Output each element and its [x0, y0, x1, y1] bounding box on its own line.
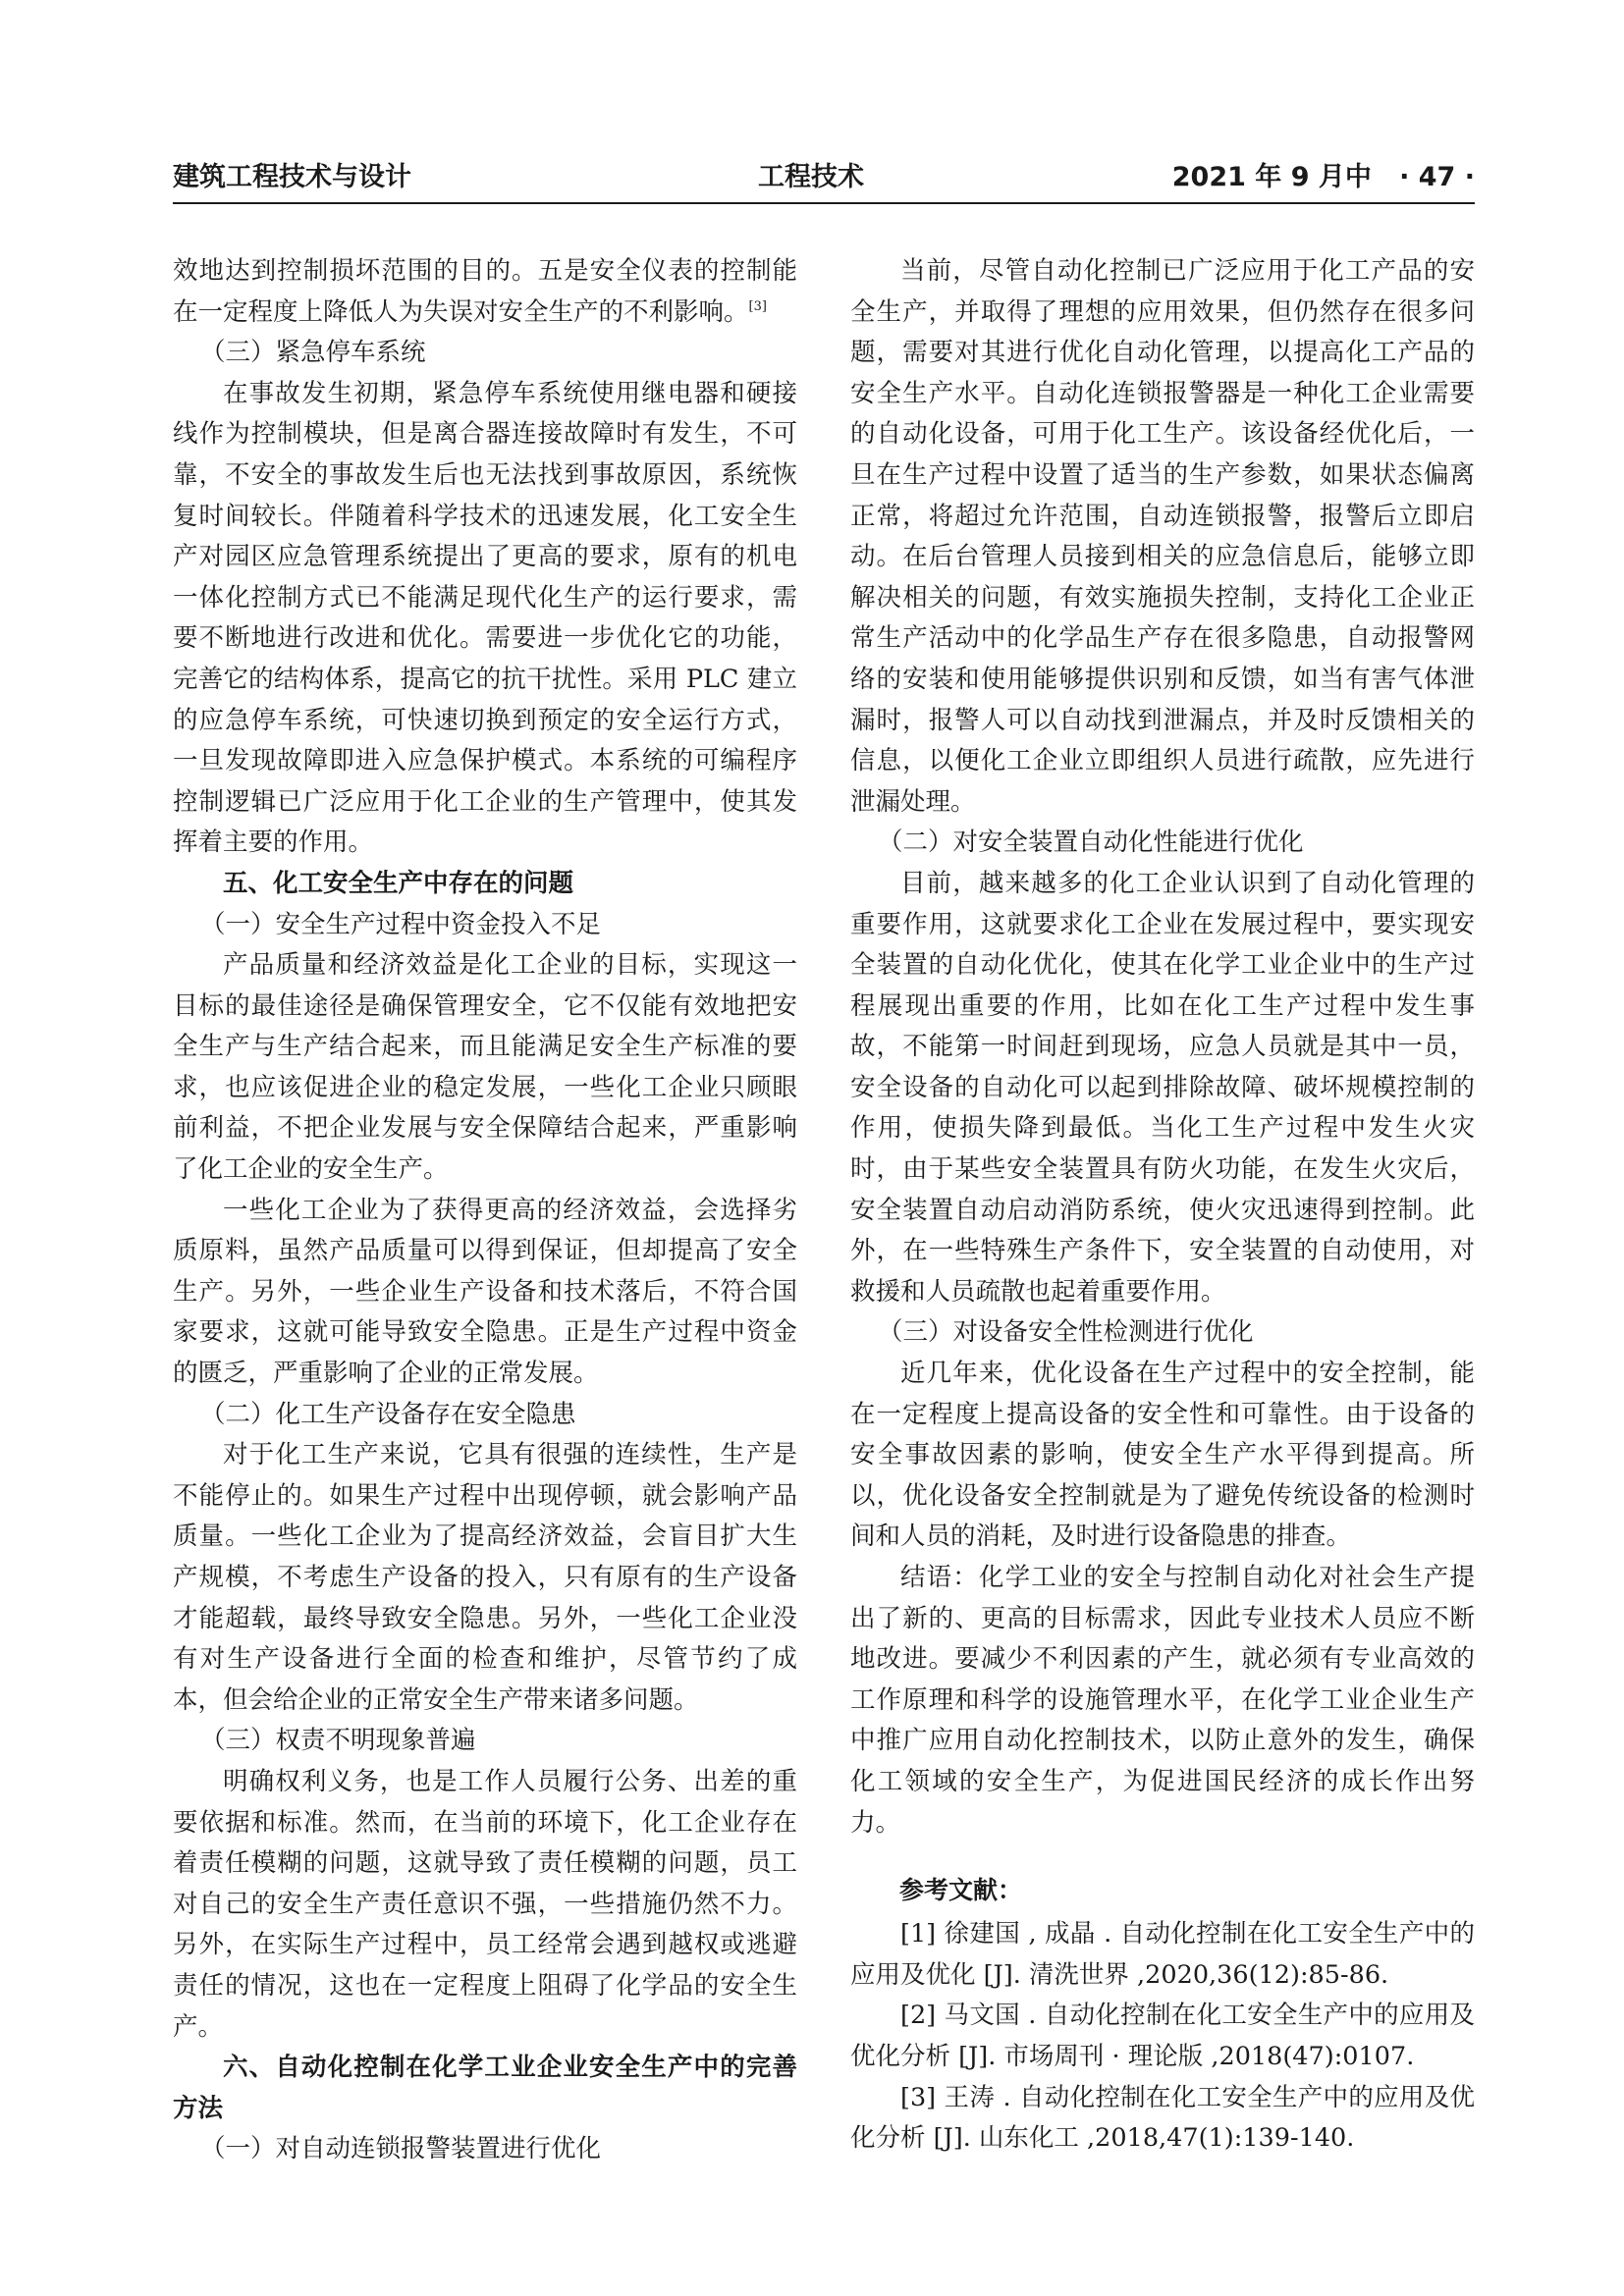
subsection-heading: （二）化工生产设备存在安全隐患	[200, 1399, 576, 1429]
reference-item: [2] 马文国 . 自动化控制在化工安全生产中的应用及优化分析 [J]. 市场周刊 · 理论版 ,2018(47):0107.	[850, 2001, 1475, 2071]
paragraph: 产品质量和经济效益是化工企业的目标，实现这一目标的最佳途径是确保管理安全，它不仅能有效地把安全生产与生产结合起来，而且能满足安全生产标准的要求，也应该促进企业的稳定发展，一些化工企业只顾眼前利益，不把企业发展与安全保障结合起来，严重影响了化工企业的安全生产。	[173, 950, 797, 1185]
paragraph	[173, 251, 797, 333]
section-heading: 五、化工安全生产中存在的问题	[223, 868, 574, 898]
paragraph: 明确权利义务，也是工作人员履行公务、出差的重要依据和标准。然而，在当前的环境下，化工企业存在着责任模糊的问题，这就导致了责任模糊的问题，员工对自己的安全生产责任意识不强，一些措施仍然不力。另外，在实际生产过程中，员工经常会遇到越权或逃避责任的情况，这也在一定程度上阻碍了化学品的安全生产。	[173, 1766, 797, 2042]
citation-marker: [3]	[748, 298, 767, 314]
issue-and-page	[1172, 155, 1475, 193]
conclusion-paragraph: 结语：化学工业的安全与控制自动化对社会生产提出了新的、更高的目标需求，因此专业技术人员应不断地改进。要减少不利因素的产生，就必须有专业高效的工作原理和科学的设施管理水平，在化学工业企业生产中推广应用自动化控制技术，以防止意外的发生，确保化工领域的安全生产，为促进国民经济的成长作出努力。	[850, 1563, 1475, 1838]
references-heading: 参考文献：	[899, 1876, 1023, 1905]
paragraph: 当前，尽管自动化控制已广泛应用于化工产品的安全生产，并取得了理想的应用效果，但仍然存在很多问题，需要对其进行优化自动化管理，以提高化工产品的安全生产水平。自动化连锁报警器是一种化工企业需要的自动化设备，可用于化工生产。该设备经优化后，一旦在生产过程中设置了适当的生产参数，如果状态偏离正常，将超过允许范围，自动连锁报警，报警后立即启动。在后台管理人员接到相关的应急信息后，能够立即解决相关的问题，有效实施损失控制，支持化工企业正常生产活动中的化学品生产存在很多隐患，自动报警网络的安装和使用能够提供识别和反馈，如当有害气体泄漏时，报警人可以自动找到泄漏点，并及时反馈相关的信息，以便化工企业立即组织人员进行疏散，应先进行泄漏处理。	[850, 256, 1475, 817]
paragraph-text: 效地达到控制损坏范围的目的。五是安全仪表的控制能在一定程度上降低人为失误对安全生产的不利影响。	[173, 256, 797, 327]
right-column	[850, 251, 1475, 2160]
reference-item: [3] 王涛 . 自动化控制在化工安全生产中的应用及优化分析 [J]. 山东化工 ,2018,47(1):139-140.	[850, 2082, 1475, 2154]
section-heading: 六、自动化控制在化学工业企业安全生产中的完善方法	[173, 2053, 797, 2123]
subsection-heading: （二）对安全装置自动化性能进行优化	[878, 828, 1304, 858]
subsection-heading: （三）对设备安全性检测进行优化	[878, 1317, 1254, 1348]
issue-date: 2021 年 9 月中	[1171, 162, 1372, 192]
page-number: · 47 ·	[1399, 162, 1475, 192]
page-header	[173, 155, 1475, 194]
subsection-heading: （三）权责不明现象普遍	[200, 1726, 476, 1756]
header-rule	[173, 202, 1475, 204]
left-column	[173, 251, 797, 2170]
paragraph: 目前，越来越多的化工企业认识到了自动化管理的重要作用，这就要求化工企业在发展过程中，要实现安全装置的自动化优化，使其在化学工业企业中的生产过程展现出重要的作用，比如在化工生产过程中发生事故，不能第一时间赶到现场，应急人员就是其中一员，安全设备的自动化可以起到排除故障、破坏规模控制的作用，使损失降到最低。当化工生产过程中发生火灾时，由于某些安全装置具有防火功能，在发生火灾后，安全装置自动启动消防系统，使火灾迅速得到控制。此外，在一些特殊生产条件下，安全装置的自动使用，对救援和人员疏散也起着重要作用。	[850, 868, 1475, 1307]
journal-title: 建筑工程技术与设计	[173, 162, 411, 192]
subsection-heading: （一）对自动连锁报警装置进行优化	[200, 2134, 602, 2164]
section-title: 工程技术	[758, 162, 864, 192]
subsection-heading: （一）安全生产过程中资金投入不足	[200, 909, 602, 939]
paragraph: 近几年来，优化设备在生产过程中的安全控制，能在一定程度上提高设备的安全性和可靠性。由于设备的安全事故因素的影响，使安全生产水平得到提高。所以，优化设备安全控制就是为了避免传统设备的检测时间和人员的消耗，及时进行设备隐患的排查。	[850, 1359, 1475, 1552]
paragraph: 对于化工生产来说，它具有很强的连续性，生产是不能停止的。如果生产过程中出现停顿，就会影响产品质量。一些化工企业为了提高经济效益，会盲目扩大生产规模，不考虑生产设备的投入，只有原有的生产设备才能超载，最终导致安全隐患。另外，一些化工企业没有对生产设备进行全面的检查和维护，尽管节约了成本，但会给企业的正常安全生产带来诸多问题。	[173, 1440, 797, 1715]
reference-item: [1] 徐建国 , 成晶 . 自动化控制在化工安全生产中的应用及优化 [J]. 清洗世界 ,2020,36(12):85-86.	[850, 1919, 1475, 1990]
paragraph: 一些化工企业为了获得更高的经济效益，会选择劣质原料，虽然产品质量可以得到保证，但却提高了安全生产。另外，一些企业生产设备和技术落后，不符合国家要求，这就可能导致安全隐患。正是生产过程中资金的匮乏，严重影响了企业的正常发展。	[173, 1195, 797, 1389]
subsection-heading: （三）紧急停车系统	[200, 338, 426, 368]
paragraph: 在事故发生初期，紧急停车系统使用继电器和硬接线作为控制模块，但是离合器连接故障时有发生，不可靠，不安全的事故发生后也无法找到事故原因，系统恢复时间较长。伴随着科学技术的迅速发展，化工安全生产对园区应急管理系统提出了更高的要求，原有的机电一体化控制方式已不能满足现代化生产的运行要求，需要不断地进行改进和优化。需要进一步优化它的功能，完善它的结构体系，提高它的抗干扰性。采用 PLC 建立的应急停车系统，可快速切换到预定的安全运行方式，一旦发现故障即进入应急保护模式。本系统的可编程序控制逻辑已广泛应用于化工企业的生产管理中，使其发挥着主要的作用。	[173, 378, 797, 858]
